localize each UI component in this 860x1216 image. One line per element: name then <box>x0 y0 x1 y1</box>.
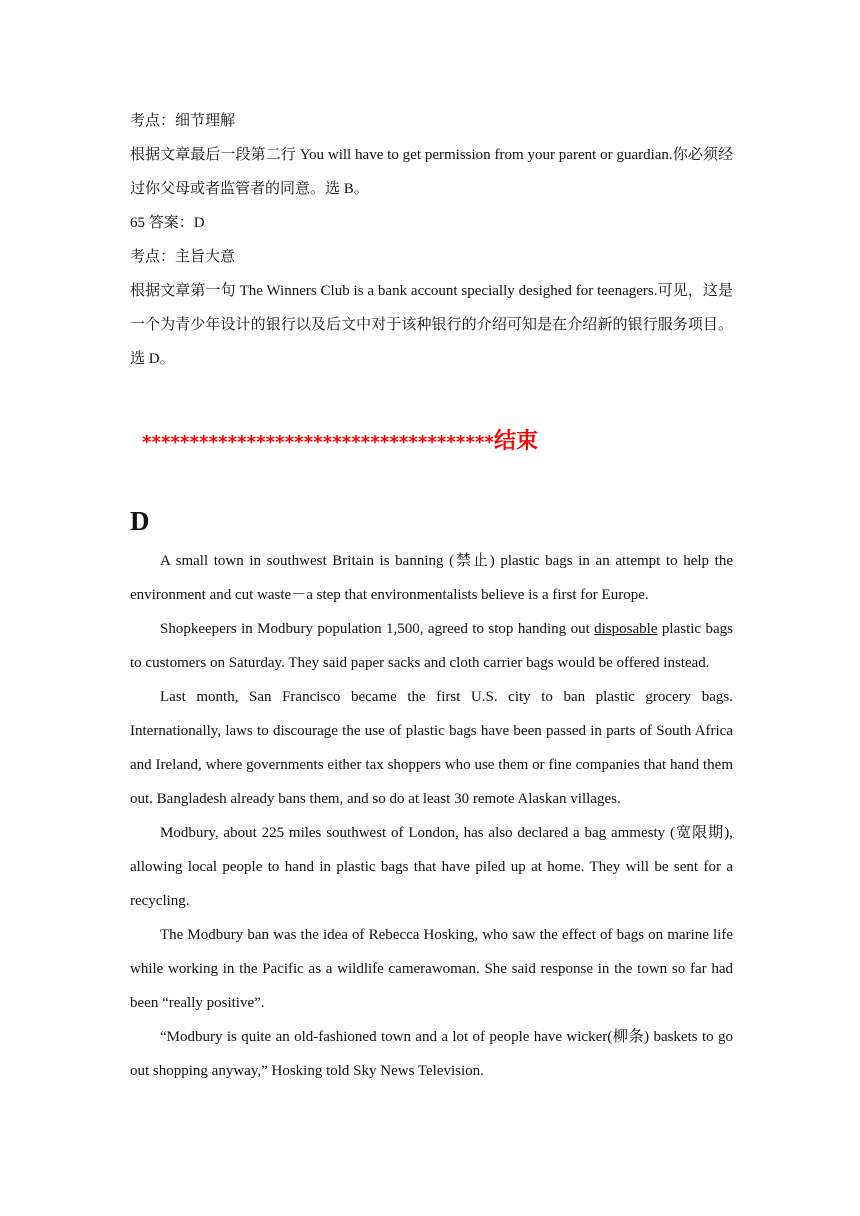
divider-stars: ************************************* <box>142 432 494 453</box>
explanation-64: 根据文章最后一段第二行 You will have to get permission from your parent or guardian.你必须经过你父母或者监管者的同意。选 B。 <box>130 147 733 197</box>
answer-65: 65 答案：D <box>130 215 205 231</box>
divider-end-label: 结束 <box>493 429 538 454</box>
reading-passage <box>130 544 733 1088</box>
end-divider <box>142 424 538 455</box>
paragraph-2-end: plastic bags to customers on Saturday. They said paper sacks and cloth carrier bags would be offered instead. <box>130 621 733 671</box>
section-heading: D <box>130 506 150 536</box>
underlined-word: disposable <box>594 621 658 637</box>
paragraph-4: Modbury, about 225 miles southwest of London, has also declared a bag ammesty (宽限期), allowing local people to hand in plastic bags that have piled up at home. They will be sent for a recycling. <box>130 825 733 909</box>
paragraph-2 <box>130 612 733 680</box>
knowledge-point-main-idea: 考点：主旨大意 <box>130 249 236 265</box>
knowledge-point-detail: 考点：细节理解 <box>130 113 236 129</box>
paragraph-1: A small town in southwest Britain is banning (禁止) plastic bags in an attempt to help the environment and cut waste－a step that environmentalists believe is a first for Europe. <box>130 553 733 603</box>
answer-explanations <box>130 104 733 376</box>
paragraph-5: The Modbury ban was the idea of Rebecca Hosking, who saw the effect of bags on marine life while working in the Pacific as a wildlife camerawoman. She said response in the town so far had been “really positive”. <box>130 927 733 1011</box>
paragraph-2-start: Shopkeepers in Modbury population 1,500, agreed to stop handing out <box>160 621 595 637</box>
paragraph-6: “Modbury is quite an old-fashioned town and a lot of people have wicker(柳条) baskets to go out shopping anyway,” Hosking told Sky News Television. <box>130 1029 733 1079</box>
paragraph-3: Last month, San Francisco became the first U.S. city to ban plastic grocery bags. Internationally, laws to discourage the use of plastic bags have been passed in parts of South Africa and Ireland, where governments either tax shoppers who use them or fine companies that hand them out. Bangladesh already bans them, and so do at least 30 remote Alaskan villages. <box>130 689 733 807</box>
explanation-65: 根据文章第一句 The Winners Club is a bank account specially desighed for teenagers.可见，这是一个为青少年设计的银行以及后文中对于该种银行的介绍可知是在介绍新的银行服务项目。选 D。 <box>130 283 733 367</box>
